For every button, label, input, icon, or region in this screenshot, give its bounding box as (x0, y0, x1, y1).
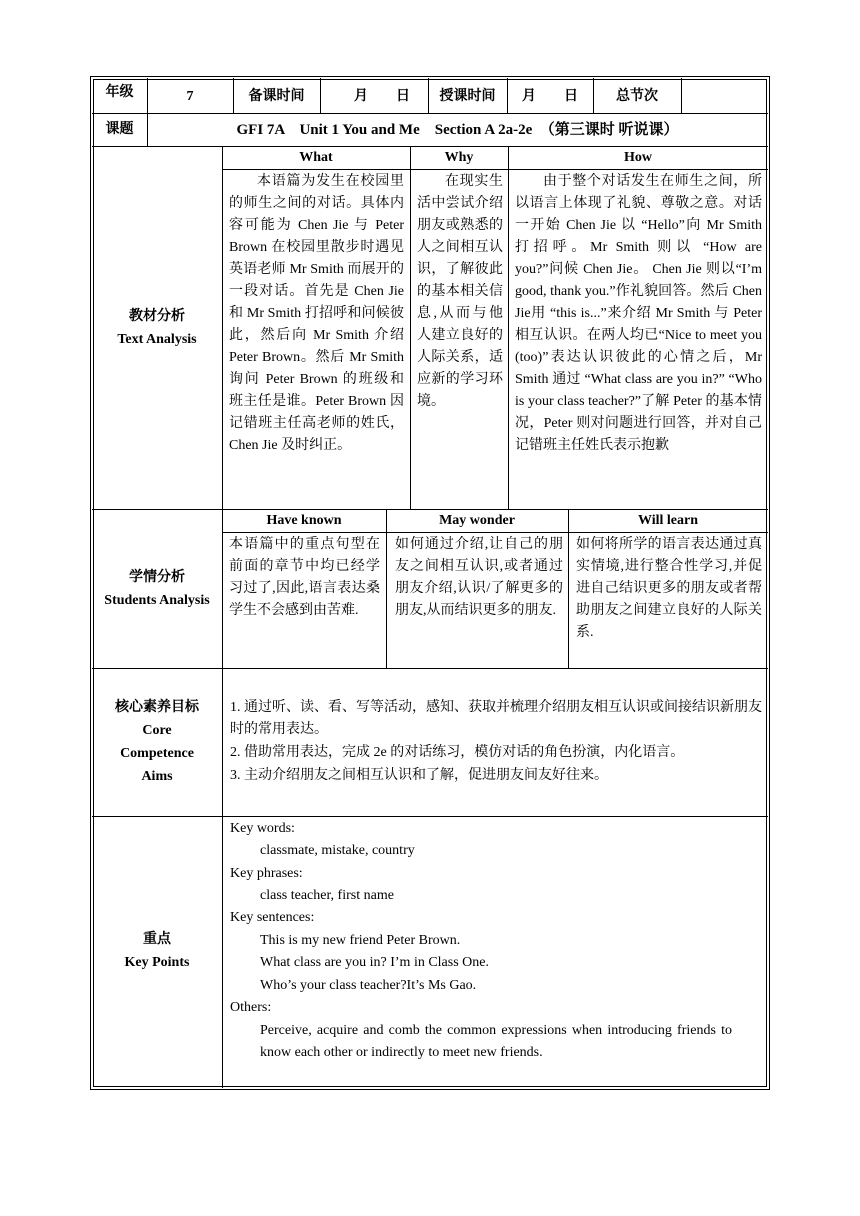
key-words-heading: Key words: (230, 821, 295, 836)
row-divider (222, 169, 768, 170)
total-lessons-label: 总节次 (616, 89, 658, 104)
key-points-label-cn: 重点 (143, 932, 171, 947)
col-divider (320, 78, 321, 113)
col-divider (508, 146, 509, 509)
key-sentence-2: What class are you in? I’m in Class One. (260, 955, 489, 970)
teach-time-value: 月 日 (522, 89, 578, 104)
core-aims-label-cn: 核心素养目标 (115, 700, 199, 715)
column-header-why: Why (444, 150, 474, 165)
key-points-label-en: Key Points (124, 955, 190, 970)
core-aims-label-en-3: Aims (141, 769, 173, 784)
core-aim-item-2: 2. 借助常用表达，完成 2e 的对话练习，模仿对话的角色扮演，内化语言。 (230, 745, 685, 760)
row-divider (92, 668, 768, 669)
key-phrases-list: class teacher, first name (260, 888, 394, 903)
key-sentence-3: Who’s your class teacher?It’s Ms Gao. (260, 978, 477, 993)
text-analysis-label-cn: 教材分析 (129, 309, 185, 324)
core-aim-item-1: 1. 通过听、读、看、写等活动，感知、获取并梳理介绍朋友相互认识或间接结识新朋友时的常用表达。 (230, 700, 762, 737)
why-text: 在现实生活中尝试介绍朋友或熟悉的人之间相互认识，了解彼此的基本相关信息,从而与他人建立良好的人际关系，适应新的学习环境。 (417, 174, 503, 409)
what-text: 本语篇为发生在校园里的师生之间的对话。具体内容可能为 Chen Jie 与 Peter Brown 在校园里散步时遇见英语老师 Mr Smith 而展开的一段对话。首先是 Chen Jie 和 Mr Smith 打招呼和问候彼此，然后向 Mr Smith 介绍 Peter Brown。然后 Mr Smith 询问 Peter Brown 的班级和班主任是谁。Peter Brown 因记错班主任高老师的姓氏，Chen Jie 及时纠正。 (229, 174, 404, 453)
have-known-text: 本语篇中的重点句型在前面的章节中均已经学习过了,因此,语言表达桑学生不会感到由苦难. (229, 537, 380, 618)
column-header-how: How (624, 150, 652, 165)
key-phrases-heading: Key phrases: (230, 866, 303, 881)
topic-value: GFI 7A Unit 1 You and Me Section A 2a-2e （第三课时 听说课） (236, 122, 679, 138)
may-wonder-text: 如何通过介绍,让自己的朋友之间相互认识,或者通过朋友介绍,认识/了解更多的朋友,从而结识更多的朋友. (395, 537, 563, 618)
col-divider (222, 146, 223, 1088)
prep-time-value: 月 日 (354, 89, 410, 104)
core-aim-item-3: 3. 主动介绍朋友之间相互认识和了解，促进朋友间友好往来。 (230, 768, 608, 783)
will-learn-text: 如何将所学的语言表达通过真实情境,进行整合性学习,并促进自己结识更多的朋友或者帮助朋友之间建立良好的人际关系. (576, 537, 762, 640)
teach-time-label: 授课时间 (439, 89, 496, 104)
text-analysis-label-en: Text Analysis (117, 332, 197, 347)
row-divider (222, 532, 768, 533)
core-aims-label-en-2: Competence (120, 746, 194, 761)
how-text: 由于整个对话发生在师生之间，所以语言上体现了礼貌、尊敬之意。对话一开始 Chen Jie 以 “Hello”向 Mr Smith 打招呼。Mr Smith 则以 “How are you?”问候 Chen Jie。 Chen Jie 则以“I’m good, thank you.”作礼貌回答。然后 Chen Jie用 “this is...”来介绍 Mr Smith 与 Peter 相互认识。在两人均已“Nice to meet you (too)”表达认识彼此的心情之后，Mr Smith 通过 “What class are you in?” “Who is your class teacher?”了解 Peter 的基本情况，Peter 则对问题进行回答，并对自己记错班主任姓氏表示抱歉 (515, 174, 762, 453)
topic-label: 课题 (105, 122, 134, 137)
row-divider (92, 113, 768, 114)
column-header-will-learn: Will learn (637, 513, 699, 528)
students-analysis-label-en: Students Analysis (104, 593, 210, 608)
grade-value: 7 (186, 89, 194, 104)
column-header-have-known: Have known (266, 513, 342, 528)
key-sentences-heading: Key sentences: (230, 910, 315, 925)
grade-label: 年级 (105, 85, 134, 100)
col-divider (681, 78, 682, 113)
others-heading: Others: (230, 1000, 272, 1015)
column-header-what: What (299, 150, 333, 165)
col-divider (386, 509, 387, 668)
key-sentence-1: This is my new friend Peter Brown. (260, 933, 461, 948)
others-text: Perceive, acquire and comb the common expressions when introducing friends to know each other or indirectly to meet new friends. (260, 1023, 732, 1060)
prep-time-label: 备课时间 (248, 89, 305, 104)
col-divider (568, 509, 569, 668)
core-aims-label-en-1: Core (142, 723, 172, 738)
students-analysis-label-cn: 学情分析 (129, 570, 185, 585)
row-divider (92, 816, 768, 817)
key-words-list: classmate, mistake, country (260, 843, 415, 858)
column-header-may-wonder: May wonder (439, 513, 515, 528)
col-divider (410, 146, 411, 509)
